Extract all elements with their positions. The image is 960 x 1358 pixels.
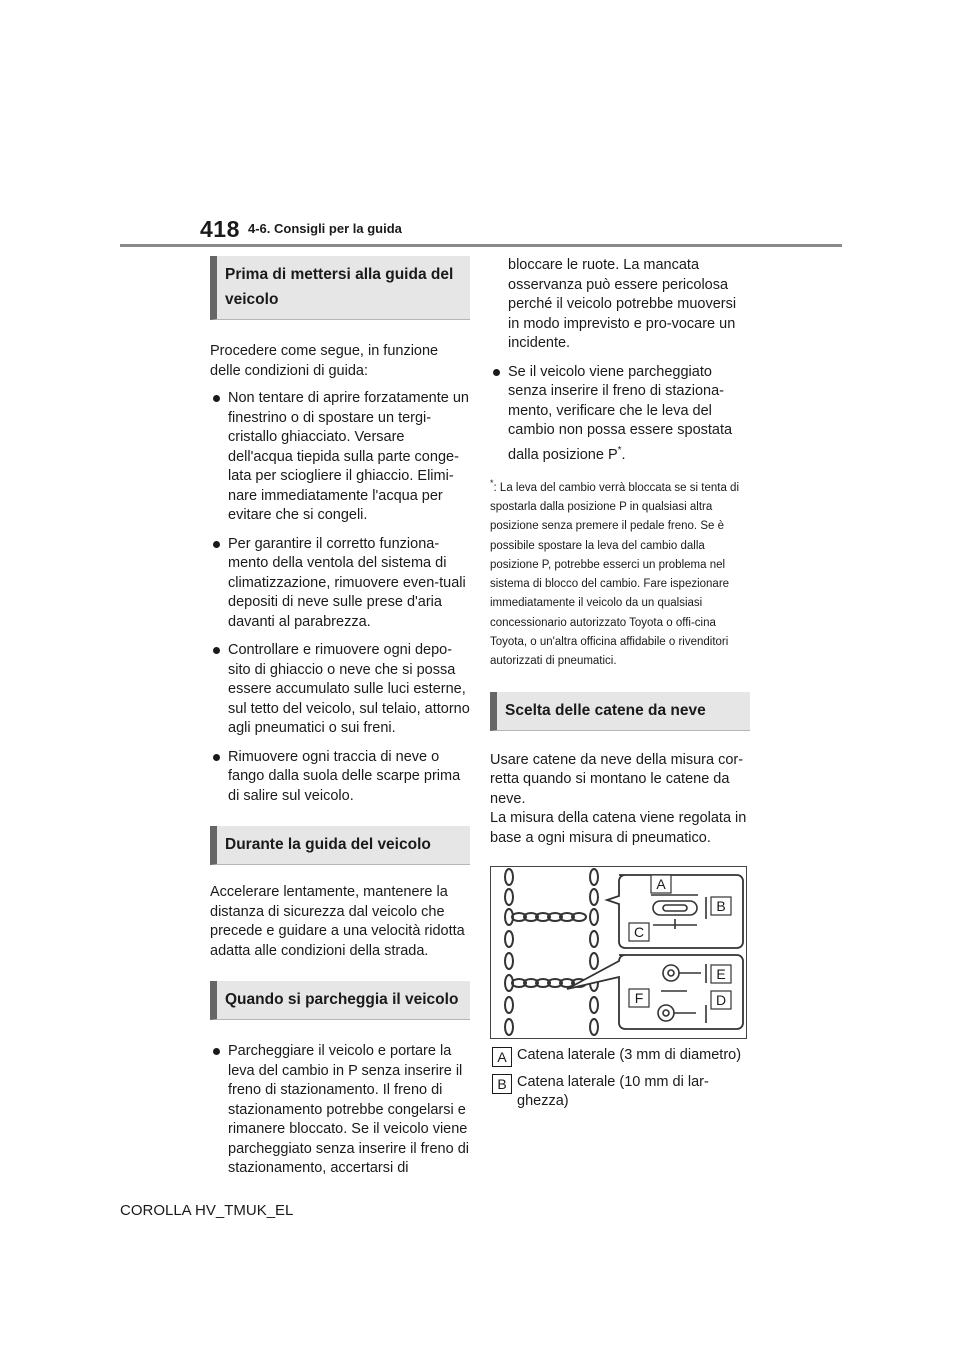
svg-text:A: A	[656, 876, 666, 893]
list-item: Non tentare di aprire forzatamente un finestrino o di spostare un tergi-cristallo ghiacciato. Versare dell'acqua tiepida sulla parte conge-lata per sciogliere il ghiaccio. Elimi-nare immediatamente l'acqua per evitare che si congeli.	[210, 389, 470, 526]
footnote: *: La leva del cambio verrà bloccata se si tenta di spostarla dalla posizione P in qualsiasi altra posizione senza premere il pedale freno. Se è possibile spostare la leva del cambio dalla posizione P, potrebbe esserci un problema nel sistema di blocco del cambio. Fare ispezionare immediatamente il veicolo da un qualsiasi concessionario autorizzato Toyota o offi-cina Toyota, o un'altra officina affidabile o rivenditori autorizzati di pneumatici.	[490, 477, 739, 668]
heading-before-driving: Prima di mettersi alla guida del veicolo	[210, 256, 470, 320]
bullet-icon	[213, 395, 220, 402]
svg-text:E: E	[716, 966, 726, 983]
figure-label-c	[629, 923, 649, 941]
heading-snow-chains: Scelta delle catene da neve	[490, 692, 750, 731]
parking-list-continued	[490, 363, 750, 465]
vertical-chain-left	[505, 869, 513, 1035]
while-driving-paragraph: Accelerare lentamente, mantenere la distanza di sicurezza dal veicolo che precede e guidare a una velocità ridotta adatta alle condizioni della strada.	[210, 884, 465, 959]
horizontal-chain-top	[512, 913, 586, 921]
footer-model: COROLLA HV_TMUK_EL	[120, 1202, 294, 1219]
vertical-chain-right	[590, 869, 598, 1035]
figure-label-f	[629, 989, 649, 1007]
legend-key: A	[492, 1047, 512, 1067]
header-rule	[120, 244, 842, 247]
svg-text:C: C	[633, 924, 645, 941]
footnote-text: La leva del cambio verrà bloccata se si tenta di spostarla dalla posizione P in qualsiasi altra posizione senza premere il pedale freno. Se è possibile spostare la leva del cambio dalla posizione P, potrebbe esserci un problema nel sistema di blocco del cambio. Fare ispezionare immediatamente il veicolo da un qualsiasi concessionario autorizzato Toyota o offi-cina Toyota, o un'altra officina affidabile o rivenditori autorizzati di pneumatici.	[490, 481, 739, 668]
parking-list	[210, 1042, 470, 1179]
list-item: Controllare e rimuovere ogni depo-sito di ghiaccio o neve che si possa essere accumulato sulle luci esterne, sul tetto del veicolo, sul telaio, attorno agli pneumatici o sui freni.	[210, 641, 470, 739]
svg-text:F: F	[634, 990, 644, 1007]
figure-label-b	[711, 897, 731, 915]
bullet-icon	[493, 369, 500, 376]
legend-key: B	[492, 1074, 512, 1094]
left-column	[210, 256, 470, 1188]
figure-label-d	[711, 991, 731, 1009]
figure-label-e	[711, 965, 731, 983]
list-item: Parcheggiare il veicolo e portare la leva del cambio in P senza inserire il freno di stazionamento. Il freno di stazionamento potrebbe congelarsi e rimanere bloccato. Se il veicolo viene parcheggiato senza inserire il freno di stazionamento, accertarsi di	[210, 1042, 470, 1179]
legend-item-b	[490, 1073, 750, 1112]
right-column	[490, 256, 750, 1112]
continuation-paragraph: bloccare le ruote. La mancata osservanza può essere pericolosa perché il veicolo potrebbe muoversi in modo imprevisto e pro-vocare un incidente.	[508, 257, 737, 351]
bullet-icon	[213, 541, 220, 548]
bullet-icon	[213, 1048, 220, 1055]
snow-chain-figure	[490, 866, 747, 1039]
heading-parking: Quando si parcheggia il veicolo	[210, 981, 470, 1020]
chain-size-paragraph: La misura della catena viene regolata in base a ogni misura di pneumatico.	[490, 810, 747, 846]
legend-item-a	[490, 1046, 750, 1066]
svg-text:B: B	[716, 898, 726, 915]
list-item: Rimuovere ogni traccia di neve o fango dalla suola delle scarpe prima di salire sul veicolo.	[210, 748, 470, 807]
heading-while-driving: Durante la guida del veicolo	[210, 826, 470, 865]
page-number: 418	[200, 216, 240, 242]
list-item: Per garantire il corretto funziona-mento della ventola del sistema di climatizzazione, rimuovere even-tuali depositi di neve sulle prese d'aria davanti al parabrezza.	[210, 535, 470, 633]
section-title: 4-6. Consigli per la guida	[248, 221, 402, 236]
intro-paragraph: Procedere come segue, in funzione delle condizioni di guida:	[210, 343, 439, 379]
legend-text: Catena laterale (3 mm di diametro)	[517, 1047, 742, 1064]
snow-chain-illustration	[491, 867, 746, 1038]
figure-label-a	[651, 875, 671, 893]
bullet-icon	[213, 647, 220, 654]
svg-text:D: D	[715, 992, 727, 1009]
legend-text: Catena laterale (10 mm di lar-ghezza)	[517, 1073, 709, 1110]
snow-chains-paragraph: Usare catene da neve della misura cor-retta quando si montano le catene da neve.	[490, 751, 744, 807]
footnote-mark: *	[490, 477, 494, 488]
bullet-icon	[213, 754, 220, 761]
before-driving-list	[210, 389, 470, 806]
list-item: Se il veicolo viene parcheggiato senza inserire il freno di staziona-mento, verificare che le leva del cambio non possa essere spostata dalla posizione P*.	[490, 363, 750, 465]
